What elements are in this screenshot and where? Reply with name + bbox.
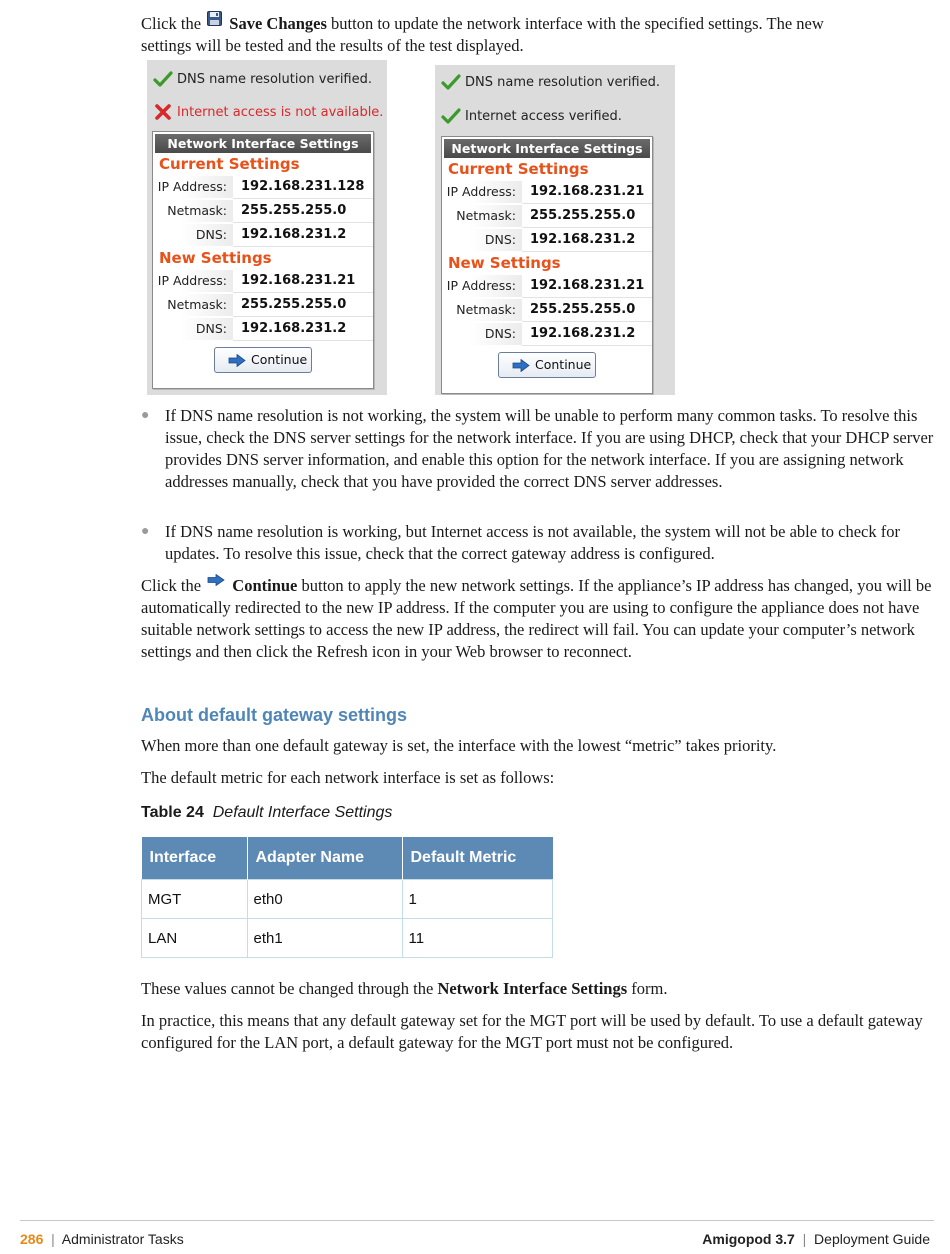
current-netmask-row: [153, 199, 373, 223]
field-value: 192.168.231.21: [522, 275, 652, 298]
error-x-icon: [153, 103, 173, 121]
field-label: IP Address:: [153, 270, 233, 292]
field-label: Netmask:: [153, 200, 233, 222]
network-interface-settings-panel: [152, 131, 374, 389]
continue-arrow-icon: [207, 574, 225, 586]
new-ip-row: [442, 274, 652, 298]
field-value: 192.168.231.2: [233, 224, 373, 247]
table-number: Table 24: [141, 804, 204, 821]
screenshot-failed-test: DNS name resolution verified. Internet access is not available. Network Interface Settings Current Settings IP Address: 192.168.231.128 Netmask: 255.255.255.0 DNS: 192.168.231.2 New Settings IP Address: 192.168.231.21 Netmask: 255.255.255.0 DNS: 192.168.231.2 Continue: [147, 60, 387, 395]
default-metric-paragraph: The default metric for each network interface is set as follows:: [141, 768, 555, 787]
footer-right: Amigopod 3.7 | Deployment Guide: [702, 1231, 930, 1247]
table-header-row: [142, 837, 553, 880]
bullet-dns-not-working: [141, 405, 941, 515]
field-label: IP Address:: [153, 176, 233, 198]
bullet-text: If DNS name resolution is not working, the system will be unable to perform many common tasks. To resolve this issue, check the DNS server settings for the network interface. If you are using DHCP, check that your DHCP server provides DNS server information, and enable this option for the network interface. If you are assigning network addresses manually, check that you have provided the correct DNS server addresses.: [165, 406, 934, 491]
field-value: 255.255.255.0: [522, 205, 652, 228]
new-dns-row: [153, 317, 373, 341]
arrow-right-icon: [512, 359, 530, 372]
continue-rest: you will be automatically redirected to the new IP address. If the computer you are using to configure the appliance does not have suitable network settings to access the new IP address, the redirect will fail. You can update your computer’s network settings and then click the Refresh icon in your Web browser to reconnect.: [141, 576, 932, 661]
field-label: IP Address:: [442, 275, 522, 297]
intro-post: button to update the network interface with the specified settings. The new: [331, 14, 824, 33]
current-ip-row: [442, 180, 652, 204]
continue-button[interactable]: [214, 347, 312, 373]
field-label: Netmask:: [153, 294, 233, 316]
new-settings-heading: New Settings: [159, 249, 272, 267]
table-title: Default Interface Settings: [212, 804, 393, 821]
values-note-paragraph: [141, 978, 941, 1000]
field-label: DNS:: [442, 323, 522, 345]
field-label: IP Address:: [442, 181, 522, 203]
table-caption: [141, 804, 392, 822]
check-icon: [441, 73, 461, 91]
current-settings-heading: Current Settings: [159, 155, 300, 173]
check-icon: [153, 70, 173, 88]
field-label: DNS:: [442, 229, 522, 251]
table-cell: 11: [402, 919, 553, 958]
default-interface-table: [141, 837, 553, 958]
bullet-dot: ●: [141, 408, 150, 423]
column-header: Interface: [142, 837, 248, 880]
page-number: 286: [20, 1231, 44, 1247]
continue-post: button to apply the new network settings. If the appliance’s IP address has changed,: [301, 576, 854, 595]
footer-product: Amigopod 3.7: [702, 1231, 795, 1247]
note-post: form.: [631, 979, 668, 998]
check-icon: [441, 107, 461, 125]
field-label: Netmask:: [442, 299, 522, 321]
table-cell: 1: [402, 880, 553, 919]
field-value: 255.255.255.0: [233, 294, 373, 317]
new-netmask-row: [153, 293, 373, 317]
current-settings-heading: Current Settings: [448, 160, 589, 178]
field-label: DNS:: [153, 318, 233, 340]
footer-left: 286 | Administrator Tasks: [20, 1231, 184, 1247]
continue-pre: Click the: [141, 576, 202, 595]
footer-guide: Deployment Guide: [814, 1231, 930, 1247]
table-cell: eth0: [247, 880, 402, 919]
current-dns-row: [153, 223, 373, 247]
continue-button-label: Continue: [251, 352, 308, 367]
arrow-right-icon: [228, 354, 246, 367]
note-bold: Network Interface Settings: [437, 979, 628, 998]
panel-title: Network Interface Settings: [444, 139, 650, 158]
new-ip-row: [153, 269, 373, 293]
field-value: 192.168.231.2: [233, 318, 373, 341]
intro-pre: Click the: [141, 14, 202, 33]
screenshot-successful-test: DNS name resolution verified. Internet access verified. Network Interface Settings Current Settings IP Address: 192.168.231.21 Netmask: 255.255.255.0 DNS: 192.168.231.2 New Settings IP Address: 192.168.231.21 Netmask: 255.255.255.0 DNS: 192.168.231.2 Continue: [435, 65, 675, 395]
gateway-priority-paragraph: When more than one default gateway is set, the interface with the lowest “metric” takes priority.: [141, 736, 777, 755]
practice-paragraph: In practice, this means that any default gateway set for the MGT port will be used by default. To use a default gateway configured for the LAN port, a default gateway for the MGT port must not be configured.: [141, 1011, 923, 1052]
field-value: 255.255.255.0: [522, 299, 652, 322]
intro-paragraph: [141, 13, 941, 57]
table-row: [142, 880, 553, 919]
bullet-text: If DNS name resolution is working, but Internet access is not available, the system will not be able to check for updates. To resolve this issue, check that the correct gateway address is configured.: [165, 522, 900, 563]
save-changes-label: Save Changes: [229, 14, 327, 33]
column-header: Default Metric: [402, 837, 553, 880]
current-dns-row: [442, 228, 652, 252]
current-netmask-row: [442, 204, 652, 228]
network-interface-settings-panel: [441, 136, 653, 394]
note-pre: These values cannot be changed through the: [141, 979, 434, 998]
field-value: 192.168.231.21: [233, 270, 373, 293]
footer-section: Administrator Tasks: [61, 1231, 184, 1247]
footer-divider: [20, 1220, 934, 1221]
field-value: 192.168.231.2: [522, 323, 652, 346]
field-value: 192.168.231.21: [522, 181, 652, 204]
column-header: Adapter Name: [247, 837, 402, 880]
continue-label: Continue: [232, 576, 298, 595]
current-ip-row: [153, 175, 373, 199]
new-dns-row: [442, 322, 652, 346]
table-cell: LAN: [142, 919, 248, 958]
bullet-dot: ●: [141, 524, 150, 539]
save-icon: [207, 11, 222, 26]
section-heading: About default gateway settings: [141, 705, 408, 725]
intro-line2: settings will be tested and the results of the test displayed.: [141, 36, 524, 55]
continue-button[interactable]: [498, 352, 596, 378]
new-netmask-row: [442, 298, 652, 322]
field-label: DNS:: [153, 224, 233, 246]
continue-button-label: Continue: [535, 357, 592, 372]
new-settings-heading: New Settings: [448, 254, 561, 272]
field-value: 192.168.231.128: [233, 176, 373, 199]
table-cell: MGT: [142, 880, 248, 919]
field-value: 192.168.231.2: [522, 229, 652, 252]
table-cell: eth1: [247, 919, 402, 958]
table-row: [142, 919, 553, 958]
bullet-internet-not-available: [141, 521, 941, 567]
field-value: 255.255.255.0: [233, 200, 373, 223]
field-label: Netmask:: [442, 205, 522, 227]
continue-paragraph: [141, 575, 941, 663]
panel-title: Network Interface Settings: [155, 134, 371, 153]
